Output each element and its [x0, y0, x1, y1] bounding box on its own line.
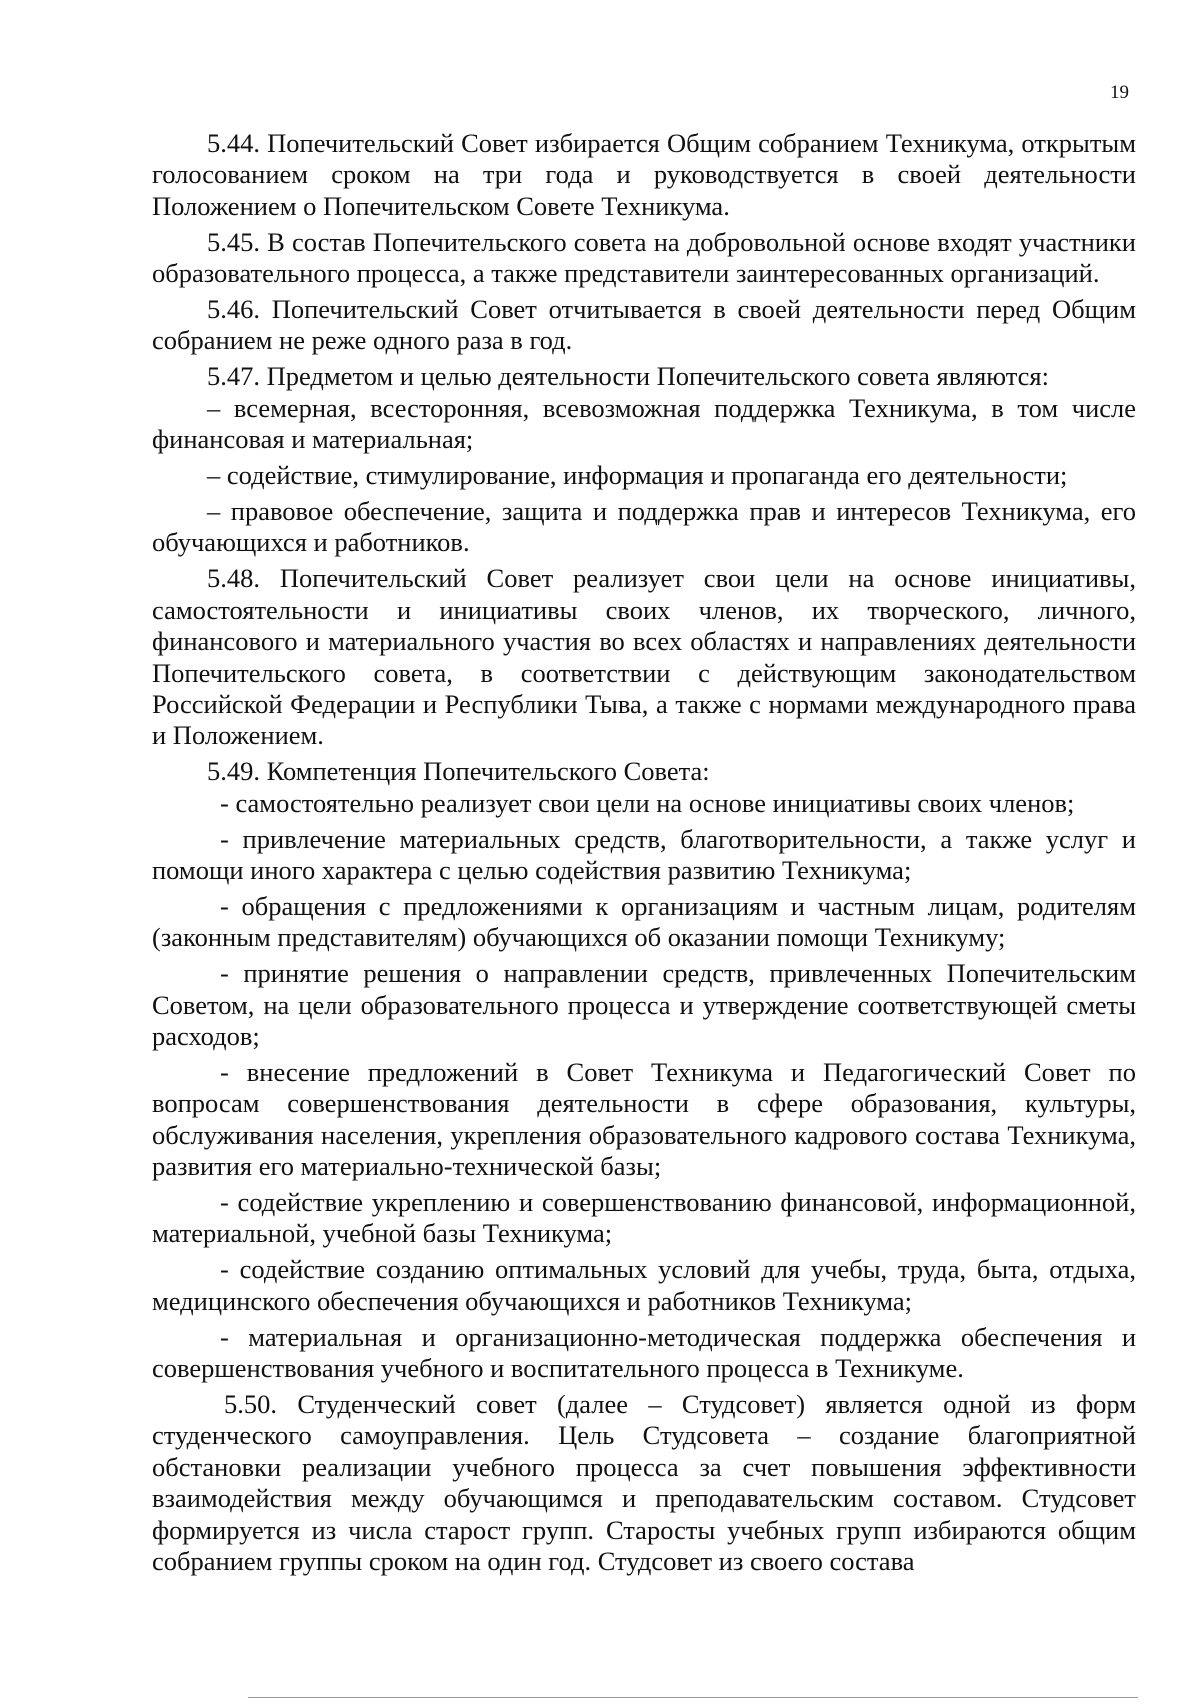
paragraph-5-46: 5.46. Попечительский Совет отчитывается в своей деятельности перед Общим собранием не реже одного раза в год. — [152, 294, 1136, 356]
competence-item-1: - самостоятельно реализует свои цели на основе инициативы своих членов; — [220, 787, 1075, 818]
competence-item-3: - обращения с предложениями к организациям и частным лицам, родителям (законным представителям) обучающихся об оказании помощи Техникуму; — [152, 890, 1136, 953]
paragraph-5-45: 5.45. В состав Попечительского совета на добровольной основе входят участники образовательного процесса, а также представители заинтересованных организаций. — [152, 226, 1136, 289]
page-number: 19 — [1110, 82, 1129, 103]
paragraph-5-44: 5.44. Попечительский Совет избирается Общим собранием Техникума, открытым голосованием сроком на три года и руководствуется в своей деятельности Положением о Попечительском Совете Техникума. — [152, 128, 1136, 221]
competence-item-5: - внесение предложений в Совет Техникума и Педагогический Совет по вопросам совершенствования деятельности в сфере образования, культуры, обслуживания населения, укрепления образовательного кадрового состава Техникума, развития его материально-технической базы; — [152, 1056, 1136, 1182]
list-item-promotion: – содействие, стимулирование, информация и пропаганда его деятельности; — [207, 460, 1068, 491]
competence-item-6: - содействие укреплению и совершенствованию финансовой, информационной, материальной, учебной базы Техникума; — [152, 1187, 1136, 1249]
paragraph-5-50: 5.50. Студенческий совет (далее – Студсовет) является одной из форм студенческого самоуправления. Цель Студсовета – создание благоприятной обстановки реализации учебного процесса за счет повышения эффективности взаимодействия между обучающимся и преподавательским составом. Студсовет формируется из числа старост групп. Старосты учебных групп избираются общим собранием группы сроком на один год. Студсовет из своего состава — [152, 1388, 1136, 1576]
paragraph-5-49: 5.49. Компетенция Попечительского Совета: — [207, 756, 710, 787]
list-item-support: – всемерная, всесторонняя, всевозможная поддержка Техникума, в том числе финансовая и материальная; — [152, 392, 1136, 455]
paragraph-5-48: 5.48. Попечительский Совет реализует свои цели на основе инициативы, самостоятельности и инициативы своих членов, их творческого, личного, финансового и материального участия во всех областях и направлениях деятельности Попечительского совета, в соответствии с действующим законодательством Российской Федерации и Республики Тыва, а также с нормами международного права и Положением. — [152, 563, 1136, 751]
page-bottom-rule — [248, 1697, 1138, 1698]
competence-item-8: - материальная и организационно-методическая поддержка обеспечения и совершенствования учебного и воспитательного процесса в Техникуме. — [152, 1321, 1136, 1384]
competence-item-4: - принятие решения о направлении средств, привлеченных Попечительским Советом, на цели образовательного процесса и утверждение соответствующей сметы расходов; — [152, 958, 1136, 1051]
competence-item-7: - содействие созданию оптимальных условий для учебы, труда, быта, отдыха, медицинского обеспечения обучающихся и работников Техникума; — [152, 1254, 1136, 1316]
list-item-legal: – правовое обеспечение, защита и поддержка прав и интересов Техникума, его обучающихся и работников. — [152, 495, 1136, 558]
competence-item-2: - привлечение материальных средств, благотворительности, а также услуг и помощи иного характера с целью содействия развитию Техникума; — [152, 823, 1136, 885]
document-body — [152, 128, 1136, 1582]
paragraph-5-47: 5.47. Предметом и целью деятельности Попечительского совета являются: — [207, 361, 1049, 392]
